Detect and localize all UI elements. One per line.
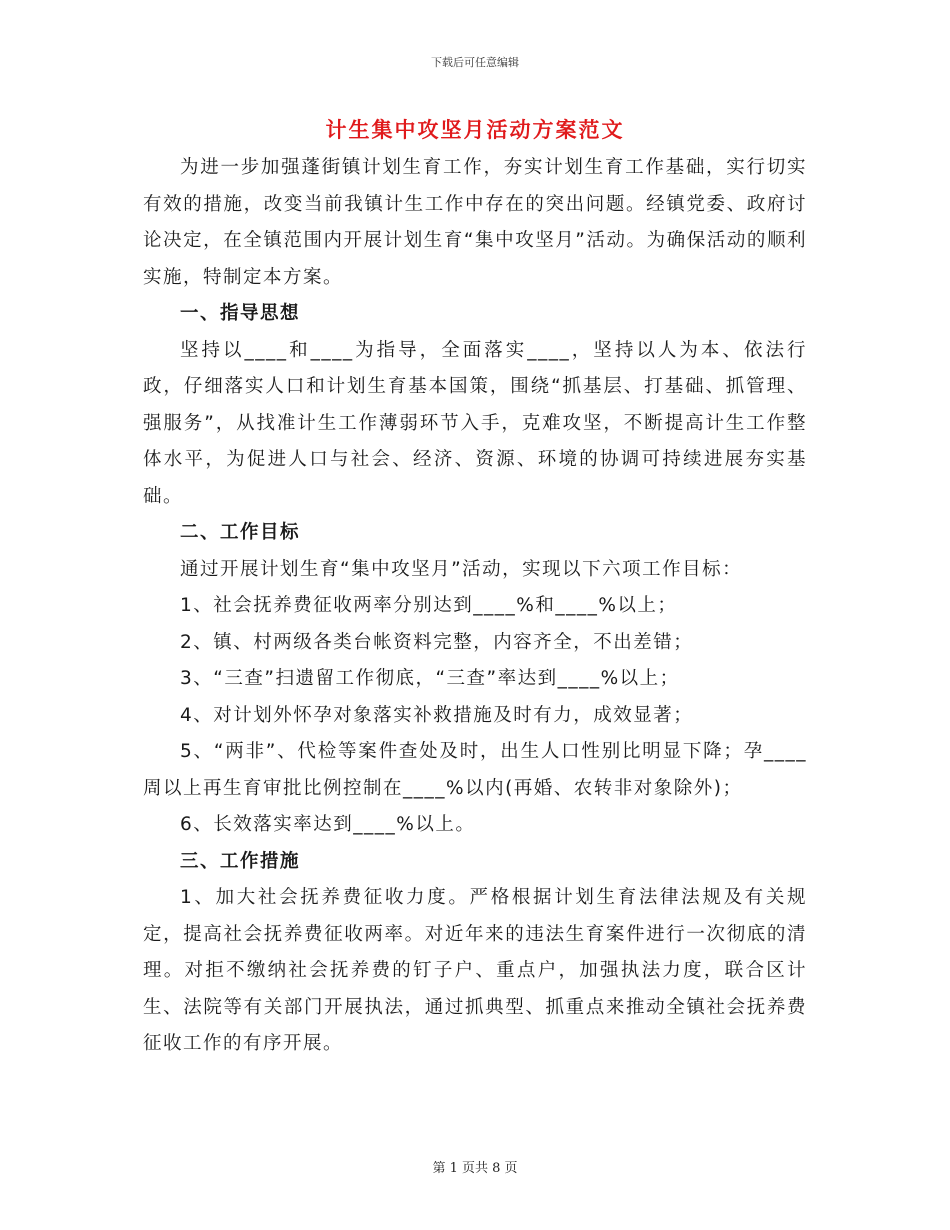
goal-item-2: 2、镇、村两级各类台帐资料完整，内容齐全，不出差错； <box>180 631 694 653</box>
goal-item-6: 6、长效落实率达到____%以上。 <box>180 814 476 835</box>
page-footer: 第 1 页共 8 页 <box>432 1161 518 1176</box>
goal-item-1: 1、社会抚养费征收两率分别达到____%和____%以上； <box>180 595 678 616</box>
section-heading-work-goals: 二、工作目标 <box>180 522 301 543</box>
measure-item-1: 1、加大社会抚养费征收力度。严格根据计划生育法律法规及有关规定，提高社会抚养费征收两率。对近年来的违法生育案件进行一次彻底的清理。对拒不缴纳社会抚养费的钉子户、重点户，加强执法力度，联合区计生、法院等有关部门开展执法，通过抓典型、抓重点来推动全镇社会抚养费征收工作的有序开展。 <box>143 887 807 1054</box>
document-body <box>143 150 807 1063</box>
section-heading-work-measures: 三、工作措施 <box>180 850 301 872</box>
goal-item-5: 5、“两非”、代检等案件查处及时，出生人口性别比明显下降；孕____周以上再生育审批比例控制在____%以内(再婚、农转非对象除外)； <box>143 741 807 799</box>
goal-item-4: 4、对计划外怀孕对象落实补救措施及时有力，成效显著； <box>180 704 694 726</box>
section-heading-guiding-ideology: 一、指导思想 <box>180 303 301 324</box>
document-title: 计生集中攻坚月活动方案范文 <box>325 118 625 142</box>
intro-paragraph: 为进一步加强蓬街镇计划生育工作，夯实计划生育工作基础，实行切实有效的措施，改变当前我镇计生工作中存在的突出问题。经镇党委、政府讨论决定，在全镇范围内开展计划生育“集中攻坚月”活动。为确保活动的顺利实施，特制定本方案。 <box>143 157 807 288</box>
header-note: 下载后可任意编辑 <box>431 56 519 69</box>
guiding-ideology-paragraph: 坚持以____和____为指导，全面落实____，坚持以人为本、依法行政，仔细落实人口和计划生育基本国策，围绕“抓基层、打基础、抓管理、强服务”，从找准计生工作薄弱环节入手，克难攻坚，不断提高计生工作整体水平，为促进人口与社会、经济、资源、环境的协调可持续进展夯实基础。 <box>143 339 807 507</box>
work-goals-intro: 通过开展计划生育“集中攻坚月”活动，实现以下六项工作目标： <box>180 558 743 580</box>
goal-item-3: 3、“三查”扫遗留工作彻底，“三查”率达到____%以上； <box>180 668 680 689</box>
